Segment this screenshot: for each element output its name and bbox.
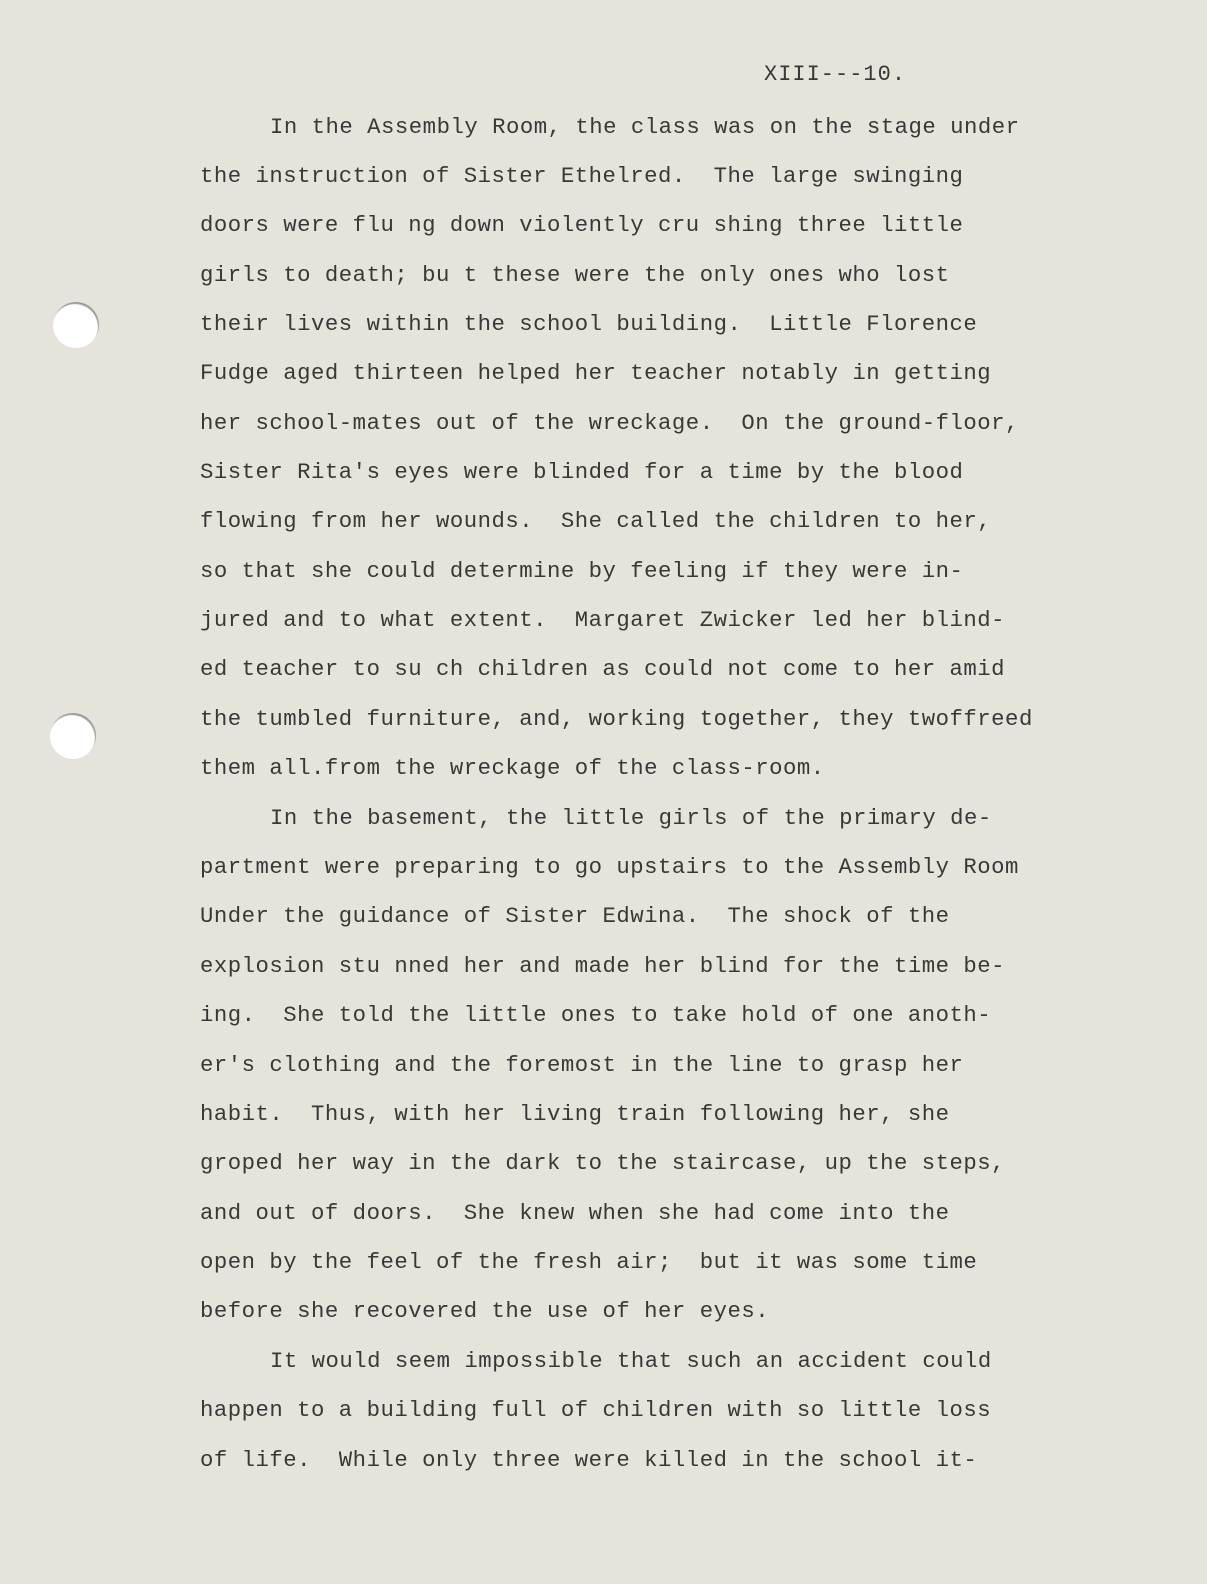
text-line: partment were preparing to go upstairs to the Assembly Room [200,854,1019,880]
text-line: and out of doors. She knew when she had come into the [200,1200,950,1226]
text-line: of life. While only three were killed in the school it- [200,1447,978,1473]
text-line: habit. Thus, with her living train following her, she [200,1101,950,1127]
text-line: ed teacher to su ch children as could not come to her amid [200,656,1006,682]
text-line: before she recovered the use of her eyes. [200,1298,770,1324]
page-number: XIII---10. [764,62,907,87]
text-line: open by the feel of the fresh air; but it was some time [200,1249,978,1275]
text-line: Under the guidance of Sister Edwina. The shock of the [200,903,950,929]
text-line: Fudge aged thirteen helped her teacher notably in getting [200,360,992,386]
punch-hole-top [53,302,99,348]
text-line: so that she could determine by feeling if they were in- [200,558,964,584]
text-line: In the Assembly Room, the class was on the stage under [270,114,1020,140]
text-line: girls to death; bu t these were the only ones who lost [200,262,950,288]
text-line: flowing from her wounds. She called the children to her, [200,508,992,534]
text-line: groped her way in the dark to the staircase, up the steps, [200,1150,1006,1176]
text-line: the instruction of Sister Ethelred. The large swinging [200,163,964,189]
text-line: them all.from the wreckage of the class-room. [200,755,825,781]
text-line: their lives within the school building. Little Florence [200,311,978,337]
text-line: happen to a building full of children with so little loss [200,1397,992,1423]
text-line: her school-mates out of the wreckage. On the ground-floor, [200,410,1019,436]
text-line: the tumbled furniture, and, working together, they twoffreed [200,706,1033,732]
punch-hole-bottom [50,713,96,759]
text-line: jured and to what extent. Margaret Zwicker led her blind- [200,607,1006,633]
text-line: ing. She told the little ones to take hold of one anoth- [200,1002,992,1028]
text-line: In the basement, the little girls of the primary de- [270,805,992,831]
text-line: doors were flu ng down violently cru shing three little [200,212,964,238]
text-line: Sister Rita's eyes were blinded for a time by the blood [200,459,964,485]
text-line: er's clothing and the foremost in the line to grasp her [200,1052,964,1078]
text-line: It would seem impossible that such an accident could [270,1348,992,1374]
text-line: explosion stu nned her and made her blind for the time be- [200,953,1006,979]
